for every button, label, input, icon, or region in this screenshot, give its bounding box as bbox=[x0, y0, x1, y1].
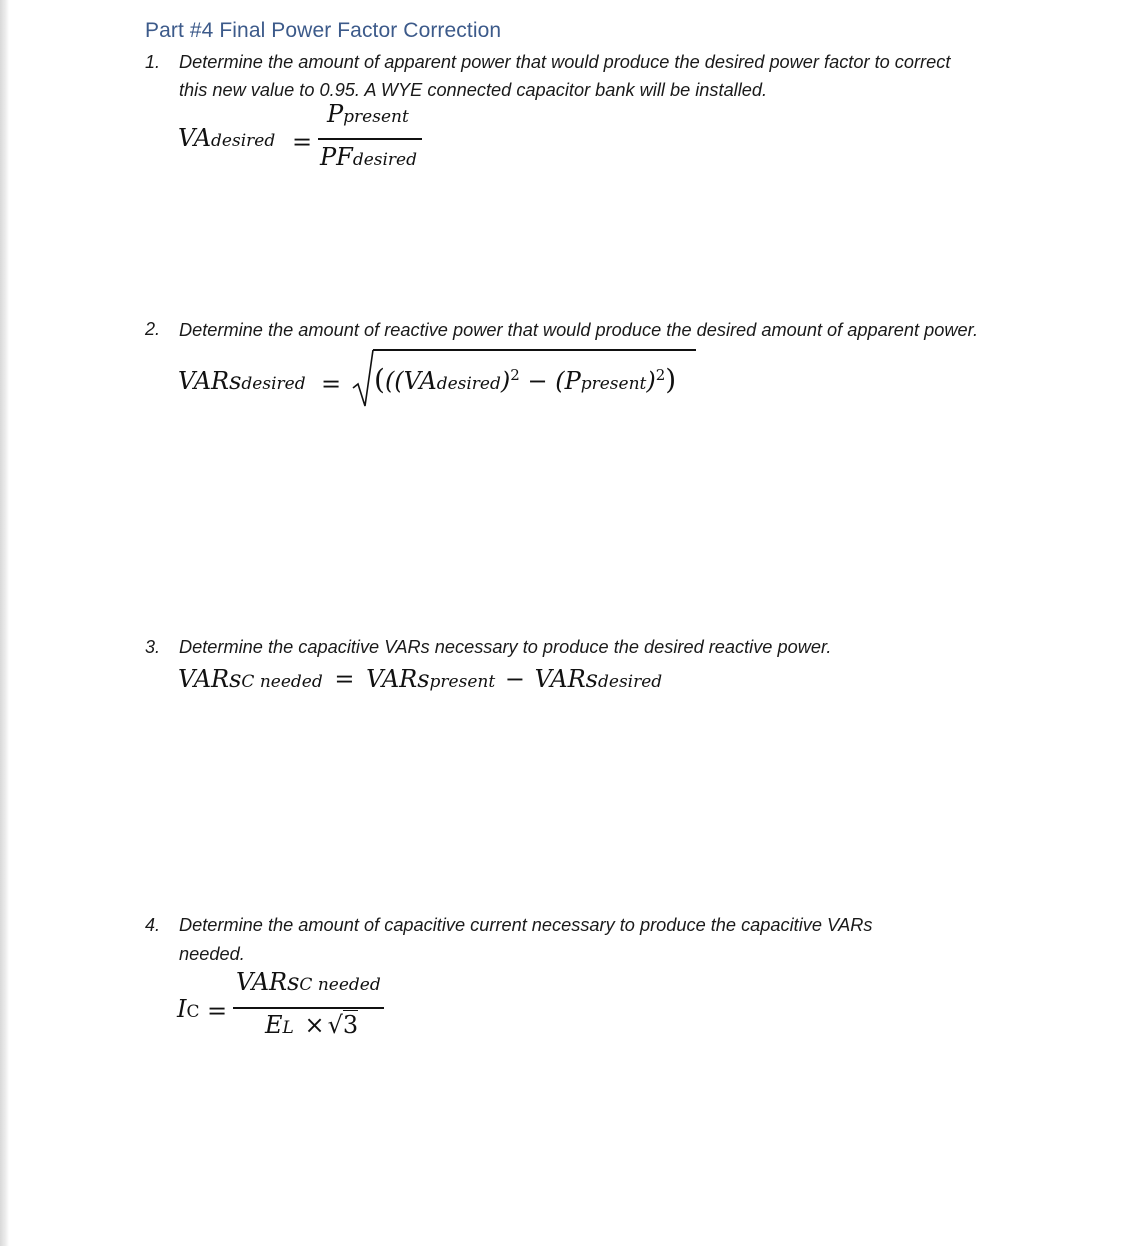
item-1-line-1: Determine the amount of apparent power that would produce the desired power factor to correct bbox=[179, 52, 951, 72]
item-4-number: 4. bbox=[145, 915, 161, 935]
eq4-equals: = bbox=[207, 997, 228, 1025]
item-1-line-2: this new value to 0.95. A WYE connected capacitor bank will be installed. bbox=[179, 80, 768, 100]
eq4-denominator: EL × √3 bbox=[265, 1011, 359, 1039]
eq2-lhs: VARsdesired bbox=[178, 367, 306, 395]
eq4-lhs: IC bbox=[177, 995, 200, 1023]
item-4-line-1: Determine the amount of capacitive current necessary to produce the capacitive VARs bbox=[179, 915, 873, 935]
item-1-number: 1. bbox=[145, 52, 161, 72]
eq1-denominator: PFdesired bbox=[320, 143, 417, 171]
item-2-line-1: Determine the amount of reactive power that would produce the desired amount of apparent power. bbox=[179, 320, 979, 340]
eq1-numerator: Ppresent bbox=[327, 100, 409, 128]
eq1-lhs: VAdesired bbox=[178, 124, 276, 152]
eq2-radicand: (((VAdesired)$^2$ − (Ppresent)$^2$) bbox=[374, 363, 677, 396]
item-3-line-1: Determine the capacitive VARs necessary to produce the desired reactive power. bbox=[179, 637, 832, 657]
item-4-line-2: needed. bbox=[179, 944, 245, 964]
eq1-equals: = bbox=[292, 128, 313, 156]
eq3-equation: VARsC needed = VARspresent − VARsdesired bbox=[178, 665, 663, 693]
eq2-sqrt-sign-icon bbox=[352, 348, 374, 412]
eq2-sqrt-bar bbox=[373, 349, 696, 351]
page-left-edge bbox=[0, 0, 9, 1246]
eq2-equals: = bbox=[321, 370, 342, 398]
section-heading: Part #4 Final Power Factor Correction bbox=[145, 19, 502, 42]
eq4-fraction-bar bbox=[233, 1007, 384, 1009]
item-2-number: 2. bbox=[145, 319, 161, 339]
eq4-numerator: VARsC needed bbox=[236, 968, 381, 996]
eq1-fraction-bar bbox=[318, 138, 422, 140]
item-3-number: 3. bbox=[145, 637, 161, 657]
